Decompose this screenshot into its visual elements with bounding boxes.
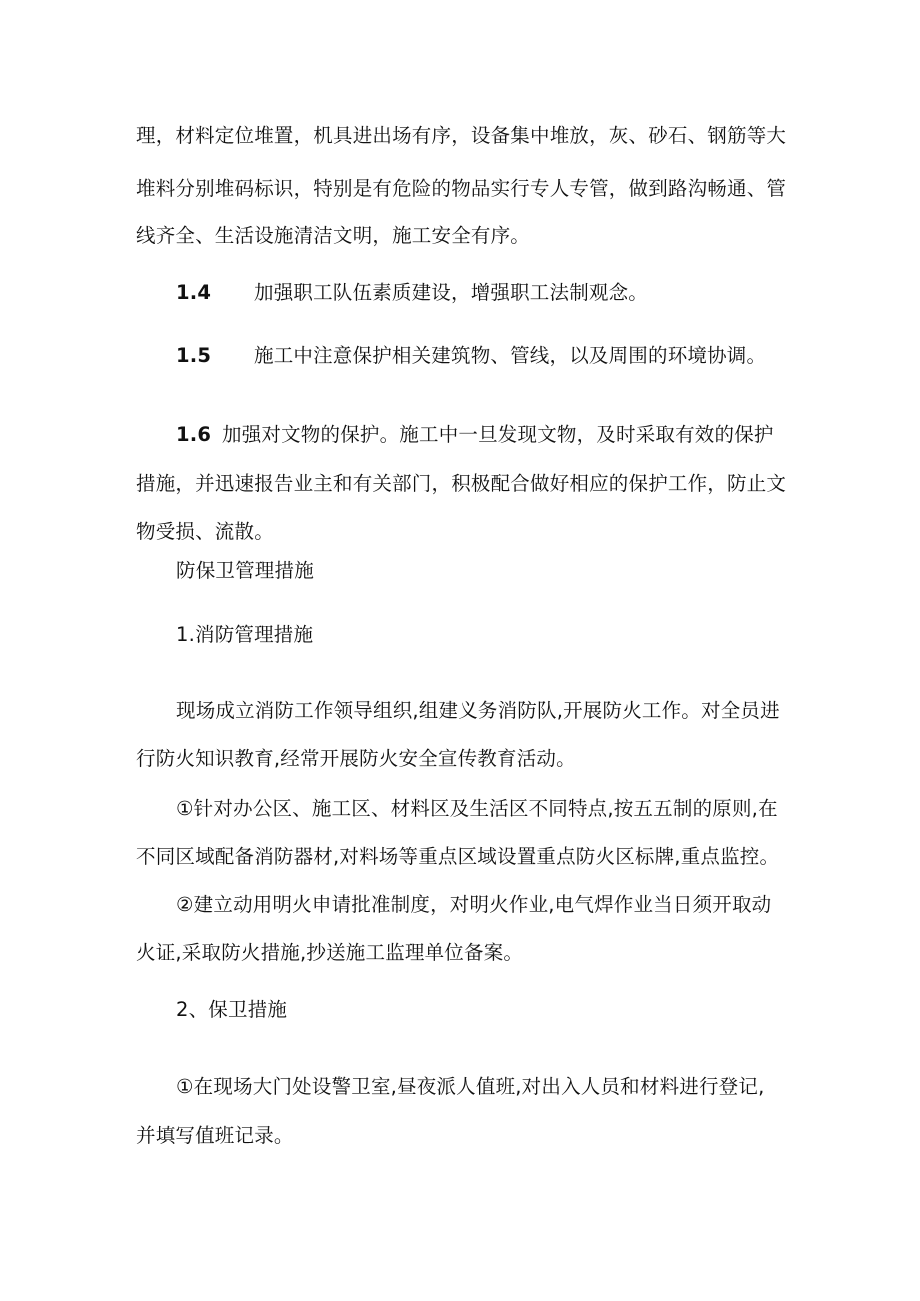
item-text: 加强职工队伍素质建设，增强职工法制观念。 [254,281,649,304]
fire-heading: 1.消防管理措施 [176,623,314,646]
security-heading: 2、保卫措施 [176,998,288,1021]
item-text: 施工中注意保护相关建筑物、管线，以及周围的环境协调。 [254,344,767,367]
paragraph-line: 火证,采取防火措施,抄送施工监理单位备案。 [136,941,524,964]
item-1-5 [176,342,766,370]
section-heading: 防保卫管理措施 [176,559,314,582]
item-number: 1.5 [176,344,212,367]
paragraph-line: ①在现场大门处设警卫室,昼夜派人值班,对出入人员和材料进行登记, [176,1075,765,1098]
paragraph-line: 理，材料定位堆置，机具进出场有序，设备集中堆放，灰、砂石、钢筋等大 [136,124,787,147]
paragraph-line: 线齐全、生活设施清洁文明，施工安全有序。 [136,224,531,247]
paragraph-line: 措施，并迅速报告业主和有关部门，积极配合做好相应的保护工作，防止文 [136,472,787,495]
item-number: 1.4 [176,281,212,304]
item-number: 1.6 [176,423,212,446]
paragraph-line: 行防火知识教育,经常开展防火安全宣传教育活动。 [136,747,576,770]
paragraph-line: ①针对办公区、施工区、材料区及生活区不同特点,按五五制的原则,在 [176,797,778,820]
item-text: 加强对文物的保护。施工中一旦发现文物，及时采取有效的保护 [222,423,774,446]
paragraph-line: ②建立动用明火申请批准制度，对明火作业,电气焊作业当日须开取动 [176,893,772,916]
paragraph-line: 不同区域配备消防器材,对料场等重点区域设置重点防火区标牌,重点监控。 [136,845,780,868]
paragraph-line: 堆料分别堆码标识，特别是有危险的物品实行专人专管，做到路沟畅通、管 [136,177,787,200]
paragraph-line: 物受损、流散。 [136,520,274,543]
paragraph-line: 并填写值班记录。 [136,1124,294,1147]
item-1-4 [176,279,648,307]
paragraph-line: 现场成立消防工作领导组织,组建义务消防队,开展防火工作。对全员进 [176,699,780,722]
item-1-6 [176,421,774,449]
